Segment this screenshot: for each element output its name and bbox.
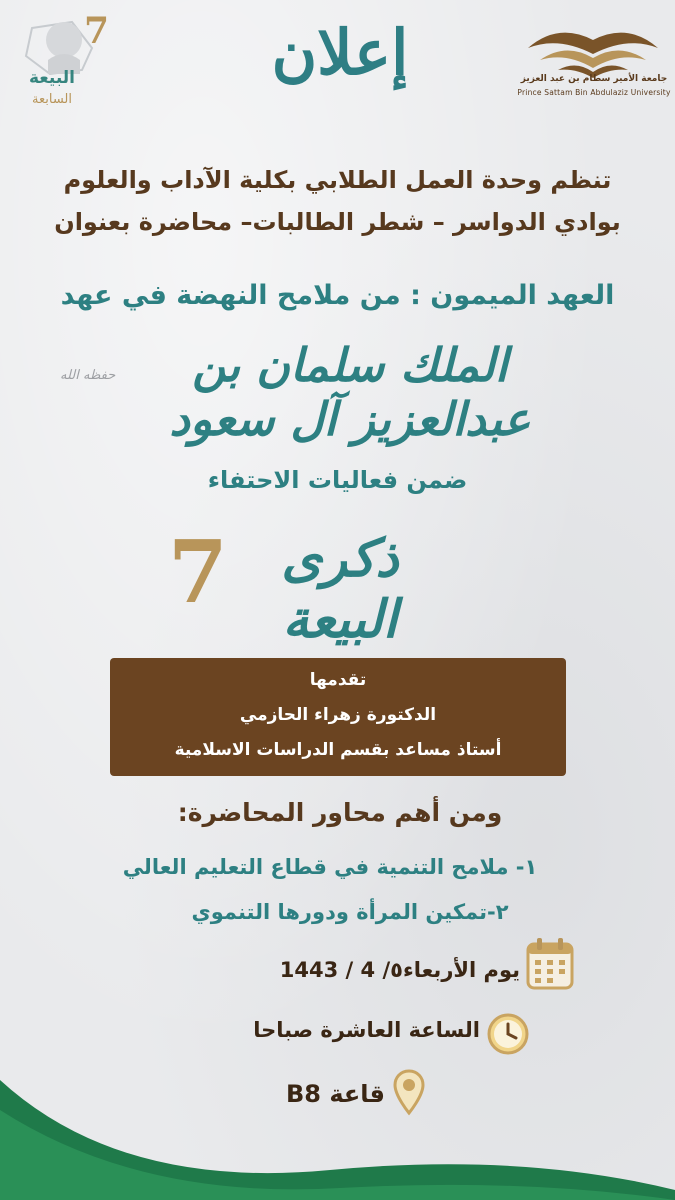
badge-line-1: البيعة — [29, 68, 75, 88]
axis-item-2: ٢-تمكين المرأة ودورها التنموي — [191, 900, 509, 924]
occasion-calligraphy: ذكرى البيعة — [281, 528, 399, 650]
location-pin-icon — [392, 1068, 426, 1116]
university-name-ar: جامعة الأمير سطام بن عبد العزيز — [520, 74, 668, 84]
intro-line-2: بوادي الدواسر – شطر الطالبات– محاضرة بعنوان — [54, 208, 621, 236]
axis-item-1: ١- ملامح التنمية في قطاع التعليم العالي — [122, 855, 538, 879]
presenter-name: الدكتورة زهراء الحازمي — [239, 705, 437, 725]
event-date: يوم الأربعاء٥/ 4 / 1443 — [279, 958, 520, 982]
badge-number: 7 — [84, 10, 110, 52]
calendar-icon — [525, 936, 575, 992]
bottom-wave-decoration — [0, 1040, 675, 1200]
lecture-topic: العهد الميمون : من ملامح النهضة في عهد — [60, 280, 615, 311]
presenter-label: تقدمها — [309, 670, 367, 690]
university-name-en: Prince Sattam Bin Abdulaziz University — [517, 88, 671, 97]
within-celebration: ضمن فعاليات الاحتفاء — [207, 466, 468, 494]
badge-line-2: السابعة — [32, 92, 72, 107]
presenter-box — [110, 658, 566, 776]
presenter-title: أستاذ مساعد بقسم الدراسات الاسلامية — [174, 740, 502, 760]
announcement-title: إعلان — [271, 16, 409, 89]
king-name-calligraphy: الملك سلمان بن عبدالعزيز آل سعود — [169, 338, 531, 446]
king-suffix: حفظه الله — [60, 368, 116, 383]
event-time: الساعة العاشرة صباحا — [253, 1018, 480, 1042]
clock-icon — [486, 1012, 530, 1056]
university-logo — [518, 18, 668, 98]
axes-heading: ومن أهم محاور المحاضرة: — [177, 798, 503, 827]
intro-line-1: تنظم وحدة العمل الطلابي بكلية الآداب والعلوم — [63, 166, 612, 194]
event-hall: قاعة B8 — [285, 1080, 385, 1108]
occasion-number: 7 — [168, 522, 228, 623]
